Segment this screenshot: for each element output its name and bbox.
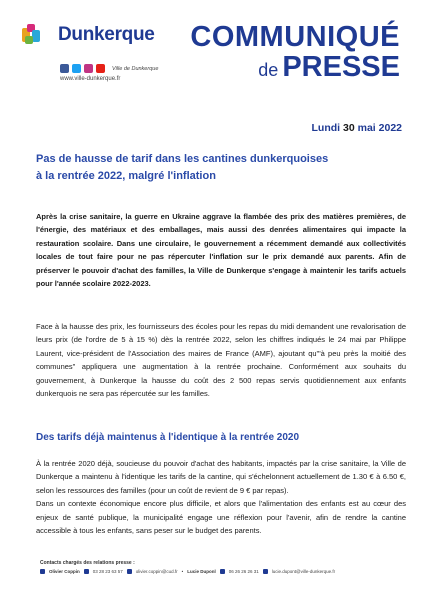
person-icon (40, 569, 45, 574)
contacts-label: Contacts chargés des relations presse : (40, 560, 135, 566)
contact1-phone[interactable]: 03 28 23 63 57 (92, 569, 123, 574)
contact1-email[interactable]: olivier.coppin@cud.fr (135, 569, 178, 574)
title-presse-line (190, 52, 400, 85)
body-paragraph-4: Dans un contexte économique encore plus difficile, et alors que l'alimentation des enfants est au cœur des enjeux de santé publique, la municipalité engage une réflexion pour l'avenir, afin de rendre la cantine accessible à tous les enfants, sans peser sur le budget des parents. (36, 499, 406, 536)
section-body (36, 457, 406, 537)
title-presse: PRESSE (282, 51, 400, 83)
date-month-year: mai 2022 (357, 122, 402, 134)
contact2-name: Lucie Duponl (187, 569, 216, 574)
contact2-phone[interactable]: 06 26 26 26 31 (228, 569, 259, 574)
body-paragraph-2: Face à la hausse des prix, les fournisseurs des écoles pour les repas du midi demandent une revalorisation de leurs prix (de l'ordre de 5 à 15 %) dès la rentrée 2022, selon les chiffres indiqués le 24 mai par Philippe Laurent, vice-président de l'Association des maires de France (AMF), ajoutant qu'"à peu près la moitié des communes" appliquera une augmentation à la rentrée prochaine. Conformément aux souhaits du gouvernement, à Dunkerque la hausse du coût des 2 500 repas servis quotidiennement aux enfants dunkerquois ne sera pas répercutée sur les familles. (36, 322, 406, 399)
body-paragraph-3: À la rentrée 2020 déjà, soucieuse du pouvoir d'achat des habitants, impactés par la crise sanitaire, la Ville de Dunkerque a maintenu à l'identique les tarifs de la cantine, qui s'échelonnent actuellement de 1.30 € à 6.50 €, selon les ressources des familles (pour un coût de revient de 9 € par repas). (36, 459, 406, 495)
contact1-name: Olivier Coppin (49, 569, 80, 574)
social-handle: Ville de Dunkerque (112, 65, 159, 72)
phone-icon (84, 569, 89, 574)
document-title (190, 22, 400, 85)
title-de: de (258, 60, 279, 80)
headline-line2: à la rentrée 2022, malgré l'inflation (36, 170, 216, 182)
dunkerque-logo (22, 24, 155, 46)
press-contacts (40, 560, 400, 574)
section-subheading: Des tarifs déjà maintenus à l'identique à la rentrée 2020 (36, 432, 300, 443)
intro-paragraph: Après la crise sanitaire, la guerre en Ukraine aggrave la flambée des prix des matières premières, de l'énergie, des matériaux et des emballages, mais aussi des denrées alimentaires qui impacte la restauration scolaire. Dans une circulaire, le gouvernement a récemment demandé aux collectivités locales de tout faire pour ne pas répercuter l'inflation sur le prix demandé aux parents. Afin de préserver le pouvoir d'achat des familles, la Ville de Dunkerque s'engage à maintenir les tarifs actuels pour l'année scolaire 2022-2023. (36, 212, 406, 289)
headline-line1: Pas de hausse de tarif dans les cantines dunkerquoises (36, 153, 329, 165)
contacts-row: Olivier Coppin 03 28 23 63 57 olivier.coppin@cud.fr • Lucie Duponl 06 26 26 26 31 lucie.dupont@ville-dunkerque.fr (40, 569, 400, 574)
website-link[interactable]: www.ville-dunkerque.fr (60, 76, 121, 82)
twitter-icon[interactable] (72, 64, 81, 73)
logo-mark-icon (22, 24, 56, 46)
release-date (312, 122, 402, 134)
phone-icon (220, 569, 225, 574)
youtube-icon[interactable] (96, 64, 105, 73)
social-links (60, 64, 158, 73)
contact2-email[interactable]: lucie.dupont@ville-dunkerque.fr (271, 569, 336, 574)
instagram-icon[interactable] (84, 64, 93, 73)
title-communique: COMMUNIQUÉ (190, 21, 400, 53)
date-weekday: Lundi (311, 122, 341, 134)
logo-text: Dunkerque (58, 24, 155, 45)
email-icon (263, 569, 268, 574)
facebook-icon[interactable] (60, 64, 69, 73)
headline (36, 151, 406, 185)
email-icon (127, 569, 132, 574)
date-day: 30 (343, 122, 355, 134)
